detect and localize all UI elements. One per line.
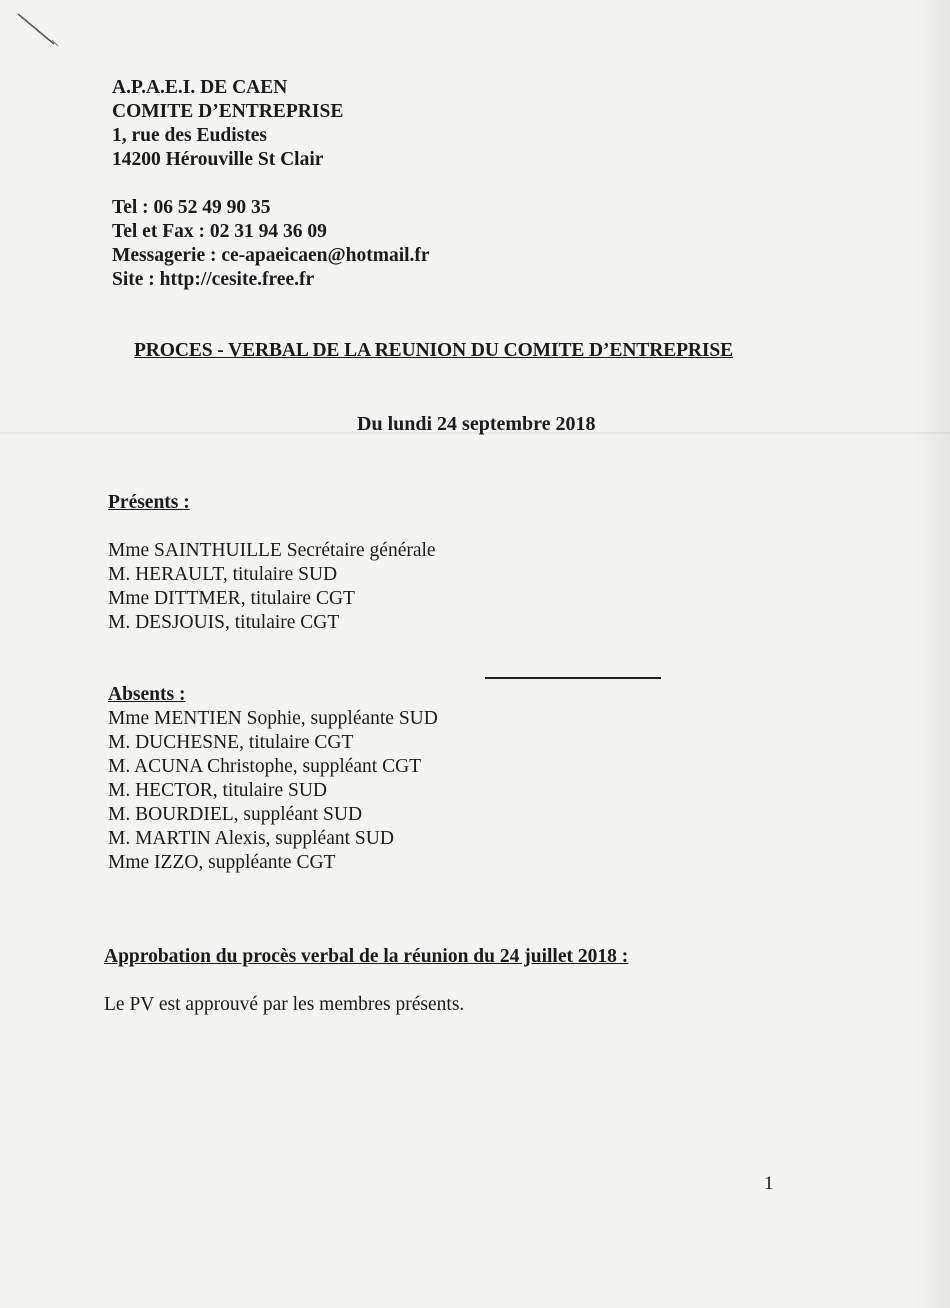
approval-text: Le PV est approuvé par les membres présents. xyxy=(104,994,465,1015)
list-item: M. BOURDIEL, suppléant SUD xyxy=(108,804,363,825)
website: Site : http://cesite.free.fr xyxy=(112,269,315,290)
email: Messagerie : ce-apaeicaen@hotmail.fr xyxy=(112,245,430,266)
street-address: 1, rue des Eudistes xyxy=(112,125,267,146)
meeting-date: Du lundi 24 septembre 2018 xyxy=(357,413,596,435)
list-item: M. MARTIN Alexis, suppléant SUD xyxy=(108,828,394,849)
present-list xyxy=(108,539,436,635)
organization-header xyxy=(112,76,343,172)
list-item: Mme MENTIEN Sophie, suppléante SUD xyxy=(108,708,438,729)
list-item: Mme SAINTHUILLE Secrétaire générale xyxy=(108,540,436,561)
phone: Tel : 06 52 49 90 35 xyxy=(112,197,271,218)
page-number: 1 xyxy=(764,1173,774,1194)
present-heading: Présents : xyxy=(108,492,190,513)
city-address: 14200 Hérouville St Clair xyxy=(112,149,324,170)
absent-heading: Absents : xyxy=(108,684,186,705)
document-title: PROCES - VERBAL DE LA REUNION DU COMITE D’ENTREPRISE xyxy=(134,340,734,361)
list-item: M. HECTOR, titulaire SUD xyxy=(108,780,328,801)
list-item: M. ACUNA Christophe, suppléant CGT xyxy=(108,756,422,777)
staple-mark-icon xyxy=(14,10,62,50)
absent-list xyxy=(108,707,438,875)
list-item: Mme DITTMER, titulaire CGT xyxy=(108,588,355,609)
page-edge-shadow xyxy=(910,0,950,1308)
approval-heading: Approbation du procès verbal de la réunion du 24 juillet 2018 : xyxy=(104,946,629,967)
separator-line xyxy=(485,677,661,679)
contact-block xyxy=(112,196,430,292)
list-item: M. DESJOUIS, titulaire CGT xyxy=(108,612,340,633)
phone-fax: Tel et Fax : 02 31 94 36 09 xyxy=(112,221,327,242)
list-item: M. HERAULT, titulaire SUD xyxy=(108,564,338,585)
org-name: A.P.A.E.I. DE CAEN xyxy=(112,77,288,98)
committee-name: COMITE D’ENTREPRISE xyxy=(112,101,344,122)
list-item: Mme IZZO, suppléante CGT xyxy=(108,852,336,873)
list-item: M. DUCHESNE, titulaire CGT xyxy=(108,732,354,753)
